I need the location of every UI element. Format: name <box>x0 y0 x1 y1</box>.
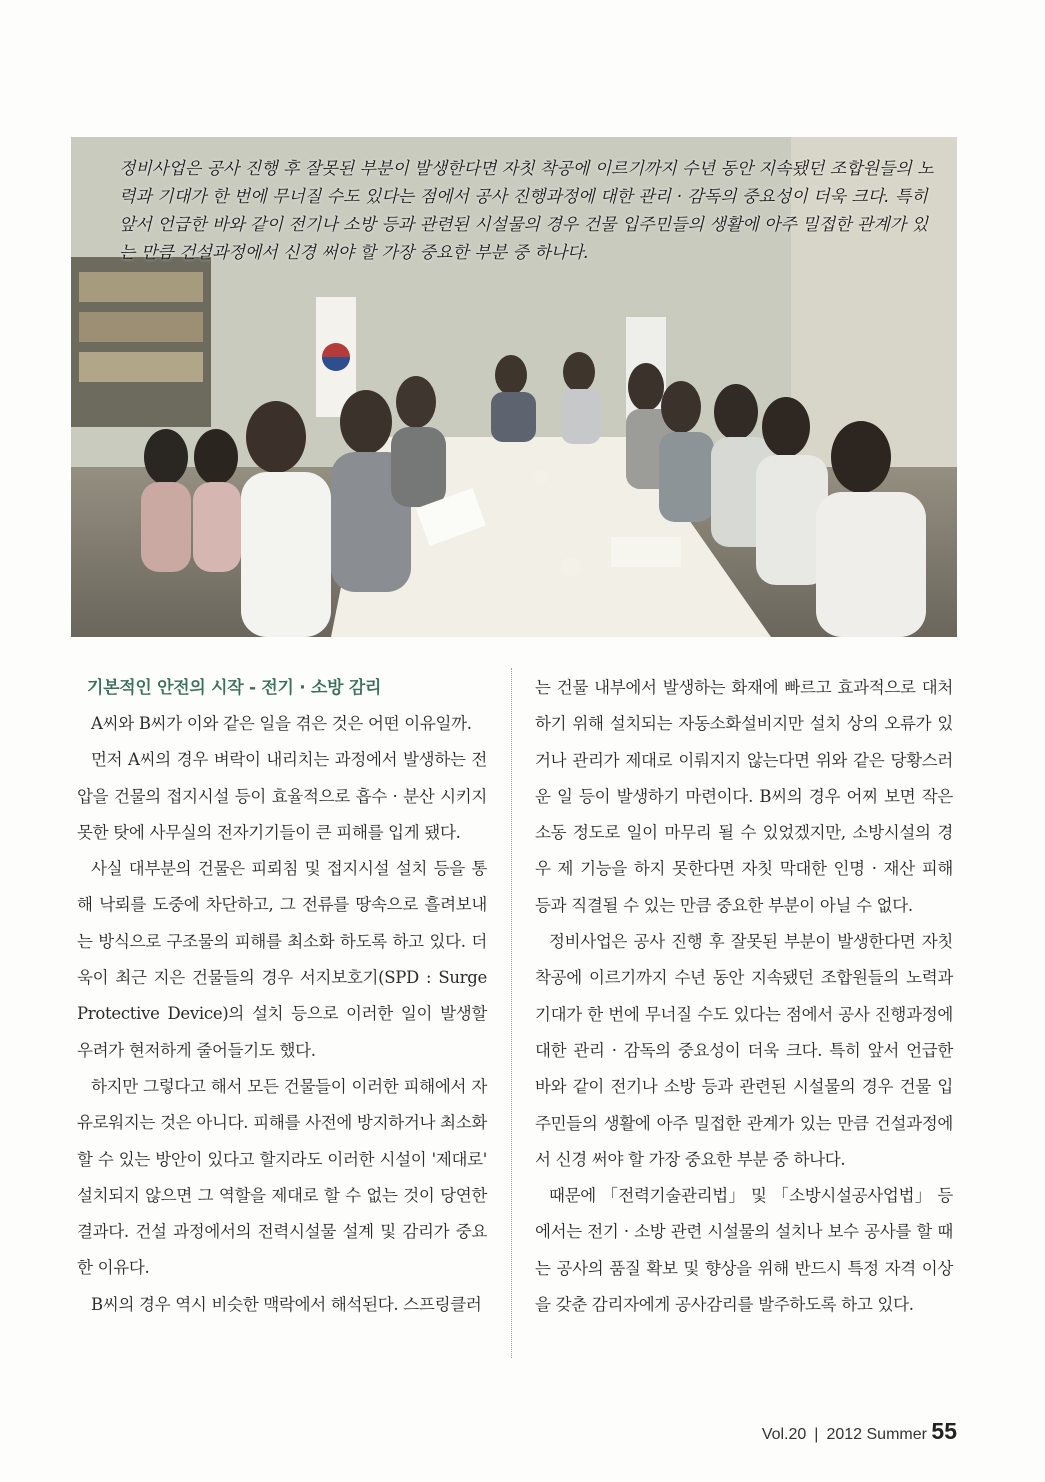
paragraph: 는 건물 내부에서 발생하는 화재에 빠르고 효과적으로 대처하기 위해 설치되는 자동소화설비지만 설치 상의 오류가 있거나 관리가 제대로 이뤄지지 않는다면 위와 같은 당황스러운 일 등이 발생하기 마련이다. B씨의 경우 어찌 보면 작은 소동 정도로 일이 마무리 될 수 있었겠지만, 소방시설의 경우 제 기능을 하지 못한다면 자칫 막대한 인명 · 재산 피해 등과 직결될 수 있는 만큼 중요한 부분이 아닐 수 없다. <box>535 678 953 915</box>
paragraph: B씨의 경우 역시 비슷한 맥락에서 해석된다. 스프링클러 <box>91 1294 482 1314</box>
meeting-photo <box>71 137 957 637</box>
photo-caption: 정비사업은 공사 진행 후 잘못된 부분이 발생한다면 자칫 착공에 이르기까지 수년 동안 지속됐던 조합원들의 노력과 기대가 한 번에 무너질 수도 있다는 점에서 공사 진행과정에 대한 관리 · 감독의 중요성이 더욱 크다. 특히 앞서 언급한 바와 같이 전기나 소방 등과 관련된 시설물의 경우 건물 입주민들의 생활에 아주 밀접한 관계가 있는 만큼 건설과정에서 신경 써야 할 가장 중요한 부분 중 하나다. <box>119 159 934 263</box>
paragraph: 사실 대부분의 건물은 피뢰침 및 접지시설 설치 등을 통해 낙뢰를 도중에 차단하고, 그 전류를 땅속으로 흘려보내는 방식으로 구조물의 피해를 최소화 하도록 하고 있다. 더욱이 최근 지은 건물들의 경우 서지보호기(SPD : Surge Protective Device)의 설치 등으로 이러한 일이 발생할 우려가 현저하게 줄어들기도 했다. <box>77 859 487 1060</box>
paragraph: A씨와 B씨가 이와 같은 일을 겪은 것은 어떤 이유일까. <box>91 714 472 733</box>
paragraph: 하지만 그렇다고 해서 모든 건물들이 이러한 피해에서 자유로워지는 것은 아니다. 피해를 사전에 방지하거나 최소화 할 수 있는 방안이 있다고 할지라도 이러한 시설이 '제대로' 설치되지 않으면 그 역할을 제대로 할 수 없는 것이 당연한 결과다. 건설 과정에서의 전력시설물 설계 및 감리가 중요한 이유다. <box>77 1076 487 1278</box>
paragraph: 먼저 A씨의 경우 벼락이 내리치는 과정에서 발생하는 전압을 건물의 접지시설 등이 효율적으로 흡수 · 분산 시키지 못한 탓에 사무실의 전자기기들이 큰 피해를 입게 됐다. <box>77 750 487 842</box>
paragraph: 때문에 「전력기술관리법」 및 「소방시설공사업법」 등에서는 전기 · 소방 관련 시설물의 설치나 보수 공사를 할 때는 공사의 품질 확보 및 향상을 위해 반드시 특정 자격 이상을 갖춘 감리자에게 공사감리를 발주하도록 하고 있다. <box>535 1186 953 1315</box>
page-footer <box>762 1418 957 1445</box>
footer-separator: | <box>814 1426 819 1443</box>
paragraph: 정비사업은 공사 진행 후 잘못된 부분이 발생한다면 자칫 착공에 이르기까지 수년 동안 지속됐던 조합원들의 노력과 기대가 한 번에 무너질 수도 있다는 점에서 공사 진행과정에 대한 관리 · 감독의 중요성이 더욱 크다. 특히 앞서 언급한 바와 같이 전기나 소방 등과 관련된 시설물의 경우 건물 입주민들의 생활에 아주 밀접한 관계가 있는 만큼 건설과정에서 신경 써야 할 가장 중요한 부분 중 하나다. <box>535 932 953 1169</box>
column-divider <box>511 668 512 1358</box>
article-column-left <box>77 670 487 1323</box>
article-column-right <box>535 670 953 1323</box>
section-heading: 기본적인 안전의 시작 - 전기 · 소방 감리 <box>87 678 382 698</box>
issue-label: 2012 Summer <box>826 1426 927 1443</box>
page-number: 55 <box>931 1418 957 1444</box>
volume-label: Vol.20 <box>761 1426 807 1443</box>
